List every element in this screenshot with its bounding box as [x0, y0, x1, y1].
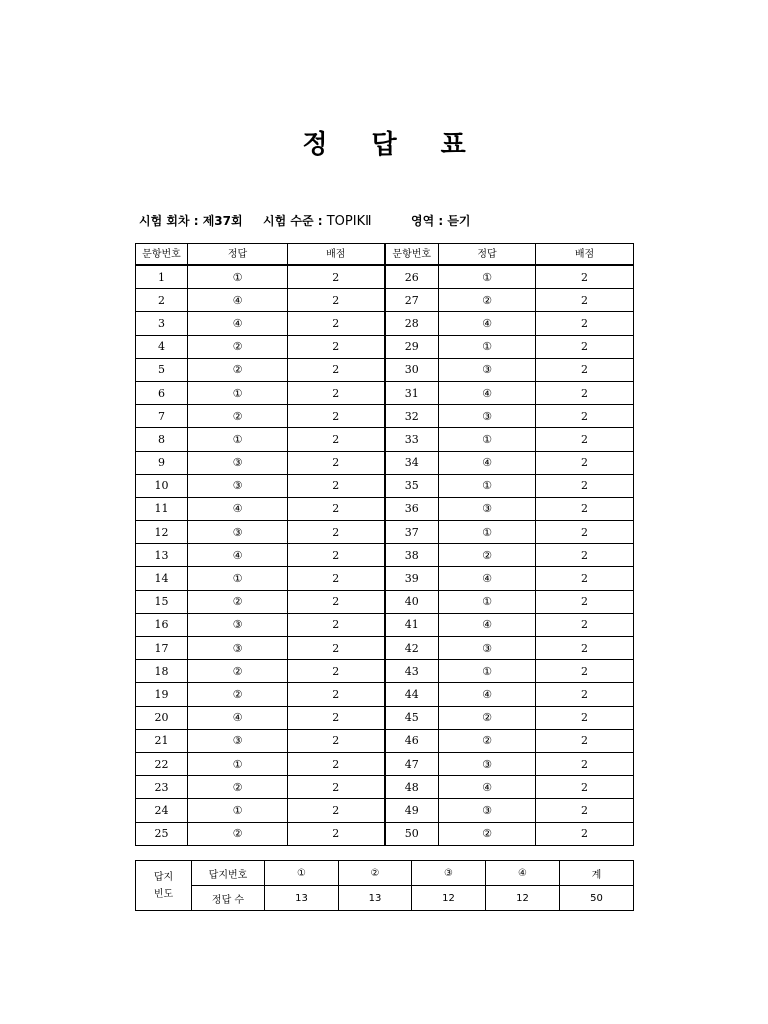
frequency-cell: 12	[486, 886, 560, 911]
frequency-cell: 13	[265, 886, 339, 911]
cell-question-number: 11	[136, 497, 188, 520]
cell-points: 2	[288, 613, 385, 636]
cell-answer: ②	[439, 544, 536, 567]
cell-points: 2	[536, 613, 634, 636]
cell-question-number: 32	[385, 405, 439, 428]
cell-answer: ④	[439, 683, 536, 706]
cell-points: 2	[288, 474, 385, 497]
cell-points: 2	[288, 381, 385, 404]
answer-key-row	[136, 799, 634, 822]
exam-level-value: TOPIKⅡ	[326, 214, 372, 229]
cell-question-number: 14	[136, 567, 188, 590]
cell-question-number: 20	[136, 706, 188, 729]
cell-question-number: 43	[385, 660, 439, 683]
cell-answer: ①	[188, 381, 288, 404]
cell-answer: ④	[439, 381, 536, 404]
cell-points: 2	[536, 381, 634, 404]
cell-question-number: 30	[385, 358, 439, 381]
cell-question-number: 15	[136, 590, 188, 613]
cell-question-number: 28	[385, 312, 439, 335]
cell-points: 2	[536, 312, 634, 335]
cell-question-number: 6	[136, 381, 188, 404]
cell-answer: ③	[188, 521, 288, 544]
frequency-row-correct-count	[136, 886, 634, 911]
cell-answer: ③	[439, 637, 536, 660]
answer-key-row	[136, 312, 634, 335]
cell-answer: ④	[188, 289, 288, 312]
cell-answer: ①	[188, 428, 288, 451]
cell-points: 2	[536, 822, 634, 845]
answer-key-row	[136, 289, 634, 312]
answer-key-row	[136, 637, 634, 660]
header-points: 배점	[288, 244, 385, 266]
cell-question-number: 26	[385, 265, 439, 289]
frequency-row-choice-number	[136, 861, 634, 886]
cell-points: 2	[288, 567, 385, 590]
cell-points: 2	[288, 590, 385, 613]
answer-key-row	[136, 729, 634, 752]
frequency-cell: ①	[265, 861, 339, 886]
cell-question-number: 16	[136, 613, 188, 636]
cell-points: 2	[288, 706, 385, 729]
cell-points: 2	[536, 474, 634, 497]
cell-points: 2	[536, 497, 634, 520]
cell-answer: ②	[188, 358, 288, 381]
cell-points: 2	[288, 428, 385, 451]
cell-points: 2	[536, 683, 634, 706]
cell-points: 2	[288, 335, 385, 358]
cell-answer: ①	[439, 335, 536, 358]
answer-key-row	[136, 428, 634, 451]
cell-points: 2	[536, 752, 634, 775]
cell-answer: ①	[439, 428, 536, 451]
cell-answer: ④	[439, 567, 536, 590]
frequency-side-label-1: 답지	[153, 871, 174, 883]
cell-question-number: 29	[385, 335, 439, 358]
cell-question-number: 7	[136, 405, 188, 428]
frequency-side-label	[136, 861, 192, 911]
answer-key-row	[136, 451, 634, 474]
cell-question-number: 39	[385, 567, 439, 590]
frequency-cell: ④	[486, 861, 560, 886]
cell-question-number: 12	[136, 521, 188, 544]
cell-question-number: 3	[136, 312, 188, 335]
cell-question-number: 44	[385, 683, 439, 706]
cell-points: 2	[536, 335, 634, 358]
cell-question-number: 8	[136, 428, 188, 451]
cell-question-number: 45	[385, 706, 439, 729]
cell-question-number: 22	[136, 752, 188, 775]
cell-points: 2	[536, 289, 634, 312]
cell-question-number: 23	[136, 776, 188, 799]
cell-points: 2	[288, 637, 385, 660]
header-answer: 정답	[188, 244, 288, 266]
cell-answer: ④	[188, 544, 288, 567]
answer-key-row	[136, 335, 634, 358]
cell-points: 2	[288, 289, 385, 312]
cell-answer: ③	[439, 358, 536, 381]
cell-points: 2	[536, 799, 634, 822]
cell-answer: ④	[439, 451, 536, 474]
cell-answer: ②	[188, 776, 288, 799]
cell-question-number: 1	[136, 265, 188, 289]
answer-key-row	[136, 683, 634, 706]
frequency-cell: 13	[339, 886, 412, 911]
cell-answer: ③	[188, 637, 288, 660]
answer-key-row	[136, 822, 634, 845]
answer-key-row	[136, 405, 634, 428]
cell-question-number: 24	[136, 799, 188, 822]
header-answer: 정답	[439, 244, 536, 266]
cell-question-number: 49	[385, 799, 439, 822]
cell-points: 2	[536, 451, 634, 474]
cell-answer: ③	[439, 752, 536, 775]
cell-question-number: 40	[385, 590, 439, 613]
frequency-cell: 답지번호	[192, 861, 265, 886]
cell-answer: ①	[439, 660, 536, 683]
cell-answer: ④	[188, 312, 288, 335]
title-char: 답	[371, 130, 397, 160]
answer-key-row	[136, 381, 634, 404]
answer-key-row	[136, 613, 634, 636]
cell-answer: ②	[188, 822, 288, 845]
cell-answer: ④	[188, 706, 288, 729]
cell-points: 2	[288, 405, 385, 428]
cell-answer: ①	[188, 752, 288, 775]
cell-answer: ①	[439, 590, 536, 613]
cell-points: 2	[536, 660, 634, 683]
answer-key-row	[136, 590, 634, 613]
frequency-cell: 계	[560, 861, 634, 886]
frequency-side-label-2: 빈도	[153, 888, 174, 900]
cell-answer: ④	[439, 312, 536, 335]
exam-info-line	[139, 212, 471, 229]
cell-answer: ④	[188, 497, 288, 520]
answer-key-row	[136, 497, 634, 520]
cell-answer: ③	[439, 799, 536, 822]
cell-answer: ②	[188, 335, 288, 358]
cell-answer: ②	[439, 706, 536, 729]
cell-question-number: 4	[136, 335, 188, 358]
cell-answer: ①	[439, 474, 536, 497]
cell-points: 2	[288, 497, 385, 520]
answer-key-row	[136, 660, 634, 683]
cell-answer: ②	[439, 822, 536, 845]
cell-answer: ①	[188, 567, 288, 590]
cell-question-number: 46	[385, 729, 439, 752]
frequency-cell: 12	[412, 886, 486, 911]
cell-question-number: 21	[136, 729, 188, 752]
cell-question-number: 19	[136, 683, 188, 706]
cell-points: 2	[288, 451, 385, 474]
cell-answer: ②	[439, 729, 536, 752]
header-question-number: 문항번호	[136, 244, 188, 266]
cell-points: 2	[536, 729, 634, 752]
cell-points: 2	[288, 822, 385, 845]
cell-points: 2	[288, 729, 385, 752]
cell-points: 2	[536, 567, 634, 590]
cell-points: 2	[536, 590, 634, 613]
answer-key-row	[136, 776, 634, 799]
exam-level-label: 시험 수준 :	[263, 214, 323, 228]
header-question-number: 문항번호	[385, 244, 439, 266]
cell-question-number: 13	[136, 544, 188, 567]
cell-points: 2	[288, 799, 385, 822]
cell-question-number: 10	[136, 474, 188, 497]
cell-question-number: 18	[136, 660, 188, 683]
cell-points: 2	[536, 428, 634, 451]
cell-answer: ③	[439, 405, 536, 428]
cell-answer: ③	[188, 613, 288, 636]
cell-answer: ③	[188, 729, 288, 752]
cell-points: 2	[288, 358, 385, 381]
exam-area: 영역 : 듣기	[411, 214, 471, 228]
cell-answer: ②	[188, 405, 288, 428]
cell-answer: ②	[188, 660, 288, 683]
cell-answer: ①	[439, 265, 536, 289]
cell-question-number: 31	[385, 381, 439, 404]
cell-points: 2	[288, 265, 385, 289]
cell-answer: ④	[439, 776, 536, 799]
cell-question-number: 50	[385, 822, 439, 845]
cell-question-number: 33	[385, 428, 439, 451]
cell-question-number: 2	[136, 289, 188, 312]
answer-key-row	[136, 521, 634, 544]
cell-question-number: 5	[136, 358, 188, 381]
cell-points: 2	[536, 544, 634, 567]
cell-answer: ①	[439, 521, 536, 544]
cell-answer: ②	[188, 590, 288, 613]
cell-points: 2	[536, 637, 634, 660]
cell-question-number: 25	[136, 822, 188, 845]
cell-question-number: 35	[385, 474, 439, 497]
frequency-cell: 정답 수	[192, 886, 265, 911]
answer-key-row	[136, 706, 634, 729]
cell-answer: ②	[439, 289, 536, 312]
answer-key-row	[136, 752, 634, 775]
title-char: 표	[440, 130, 466, 160]
cell-points: 2	[536, 706, 634, 729]
cell-question-number: 38	[385, 544, 439, 567]
cell-points: 2	[288, 312, 385, 335]
answer-key-header-row	[136, 244, 634, 266]
cell-question-number: 42	[385, 637, 439, 660]
cell-points: 2	[536, 358, 634, 381]
cell-answer: ③	[188, 474, 288, 497]
cell-question-number: 47	[385, 752, 439, 775]
frequency-cell: 50	[560, 886, 634, 911]
cell-points: 2	[288, 683, 385, 706]
cell-answer: ④	[439, 613, 536, 636]
cell-points: 2	[288, 660, 385, 683]
exam-round: 시험 회차 : 제37회	[139, 214, 243, 228]
cell-answer: ①	[188, 265, 288, 289]
cell-question-number: 41	[385, 613, 439, 636]
cell-question-number: 27	[385, 289, 439, 312]
cell-points: 2	[536, 405, 634, 428]
cell-question-number: 17	[136, 637, 188, 660]
answer-key-row	[136, 474, 634, 497]
cell-points: 2	[288, 752, 385, 775]
cell-question-number: 36	[385, 497, 439, 520]
cell-answer: ①	[188, 799, 288, 822]
title-char: 정	[302, 130, 328, 160]
cell-points: 2	[536, 265, 634, 289]
header-points: 배점	[536, 244, 634, 266]
cell-answer: ③	[188, 451, 288, 474]
frequency-cell: ②	[339, 861, 412, 886]
cell-points: 2	[288, 521, 385, 544]
answer-key-row	[136, 265, 634, 289]
cell-points: 2	[536, 776, 634, 799]
answer-key-row	[136, 567, 634, 590]
cell-points: 2	[288, 544, 385, 567]
cell-points: 2	[536, 521, 634, 544]
answer-key-row	[136, 544, 634, 567]
page-title	[0, 124, 768, 161]
cell-points: 2	[288, 776, 385, 799]
answer-key-row	[136, 358, 634, 381]
cell-question-number: 34	[385, 451, 439, 474]
cell-question-number: 9	[136, 451, 188, 474]
frequency-cell: ③	[412, 861, 486, 886]
cell-answer: ②	[188, 683, 288, 706]
answer-key-table	[135, 243, 634, 846]
cell-answer: ③	[439, 497, 536, 520]
exam-level	[263, 212, 411, 229]
cell-question-number: 48	[385, 776, 439, 799]
answer-frequency-table	[135, 860, 634, 911]
cell-question-number: 37	[385, 521, 439, 544]
